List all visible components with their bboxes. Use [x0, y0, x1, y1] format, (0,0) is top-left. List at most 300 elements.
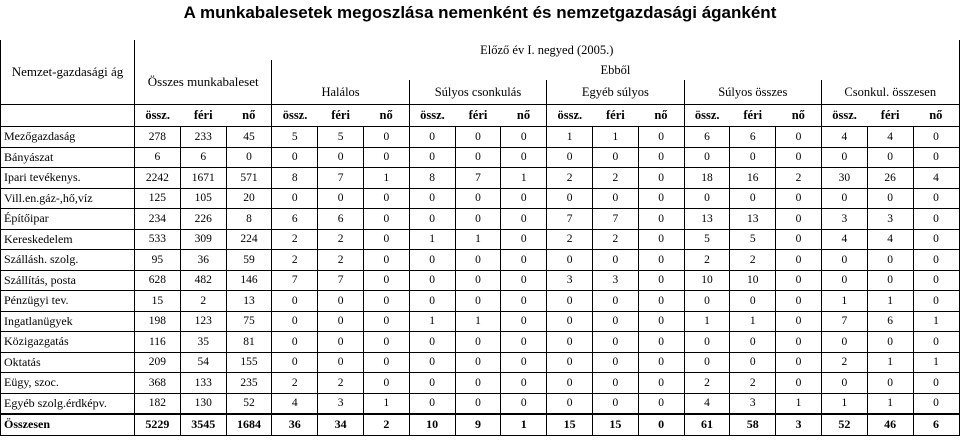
table-cell: 7	[455, 168, 501, 189]
table-cell: 46	[867, 414, 913, 435]
table-cell: 0	[776, 373, 822, 394]
table-cell: 0	[272, 188, 318, 209]
table-cell: 0	[638, 311, 684, 332]
table-row	[1, 270, 960, 291]
table-cell: 0	[501, 270, 547, 291]
table-cell: 5229	[135, 414, 181, 435]
table-cell: 1	[730, 311, 776, 332]
table-cell: 0	[318, 147, 364, 168]
table-row	[1, 332, 960, 353]
table-cell: 0	[684, 147, 730, 168]
table-cell: 59	[226, 250, 272, 271]
table-cell: 0	[638, 188, 684, 209]
table-cell: 0	[547, 393, 593, 414]
table-cell: 0	[547, 311, 593, 332]
table-cell: 13	[226, 291, 272, 312]
table-cell: 81	[226, 332, 272, 353]
table-cell: 61	[684, 414, 730, 435]
table-cell: 2	[318, 250, 364, 271]
table-cell: 3	[730, 393, 776, 414]
table-cell: 0	[363, 352, 409, 373]
table-cell: 0	[272, 311, 318, 332]
table-cell: 1	[867, 291, 913, 312]
table-cell: 6	[684, 127, 730, 148]
table-cell: 1	[363, 168, 409, 189]
table-cell: 0	[638, 270, 684, 291]
table-cell: 7	[318, 168, 364, 189]
table-cell: 0	[638, 229, 684, 250]
table-cell: 0	[592, 311, 638, 332]
table-cell: 0	[501, 352, 547, 373]
table-cell: 0	[318, 188, 364, 209]
table-cell: 0	[363, 250, 409, 271]
table-cell: 0	[913, 127, 959, 148]
table-cell: 0	[776, 209, 822, 230]
table-cell: 1	[547, 127, 593, 148]
table-cell: 0	[501, 373, 547, 394]
table-cell: 5	[730, 229, 776, 250]
table-cell: 0	[776, 352, 822, 373]
table-cell: 15	[547, 414, 593, 435]
table-row	[1, 209, 960, 230]
subcolumn-header: össz.	[547, 105, 593, 127]
table-cell: 52	[226, 393, 272, 414]
table-cell: 2	[272, 373, 318, 394]
table-cell: 0	[501, 147, 547, 168]
page-title: A munkabalesetek megoszlása nemenként és nemzetgazdasági áganként	[183, 3, 777, 22]
table-cell: 0	[272, 332, 318, 353]
table-cell: 1	[913, 311, 959, 332]
table-cell: 1	[501, 168, 547, 189]
table-cell: 0	[455, 393, 501, 414]
table-cell: 10	[409, 414, 455, 435]
group-header: Súlyos csonkulás	[409, 80, 546, 105]
table-body	[1, 127, 960, 436]
table-cell: 1684	[226, 414, 272, 435]
table-cell: 52	[821, 414, 867, 435]
table-cell: 0	[638, 332, 684, 353]
table-cell: 0	[272, 352, 318, 373]
subcolumn-header: féri	[318, 105, 364, 127]
table-cell: 0	[318, 291, 364, 312]
table-cell: 1	[821, 291, 867, 312]
table-cell: 0	[913, 250, 959, 271]
table-cell: 18	[684, 168, 730, 189]
table-cell: 34	[318, 414, 364, 435]
table-cell: 0	[638, 168, 684, 189]
table-cell: 309	[180, 229, 226, 250]
table-cell: 0	[547, 291, 593, 312]
table-row	[1, 291, 960, 312]
table-cell: 0	[821, 270, 867, 291]
table-cell: 0	[776, 188, 822, 209]
table-cell: 0	[363, 147, 409, 168]
table-row	[1, 373, 960, 394]
table-cell: 0	[501, 188, 547, 209]
accident-table	[0, 40, 960, 436]
subcolumn-header: nő	[363, 105, 409, 127]
table-cell: 35	[180, 332, 226, 353]
table-cell: 15	[135, 291, 181, 312]
subcolumn-header: össz.	[409, 105, 455, 127]
table-cell: 0	[592, 393, 638, 414]
table-cell: 0	[913, 188, 959, 209]
table-cell: 0	[501, 209, 547, 230]
subcolumn-header: féri	[730, 105, 776, 127]
table-cell: 0	[913, 393, 959, 414]
table-cell: 0	[867, 188, 913, 209]
table-cell: 0	[272, 147, 318, 168]
table-cell: 2	[821, 352, 867, 373]
table-cell: 0	[363, 291, 409, 312]
table-cell: 0	[776, 332, 822, 353]
subcolumn-header: nő	[226, 105, 272, 127]
table-cell: 0	[547, 373, 593, 394]
table-cell: 0	[501, 311, 547, 332]
total-label: Összesen	[1, 414, 135, 435]
table-cell: 1	[867, 352, 913, 373]
table-cell: 1	[455, 229, 501, 250]
table-cell: 10	[684, 270, 730, 291]
branch-label: Bányászat	[1, 147, 135, 168]
table-cell: 0	[913, 147, 959, 168]
branch-label: Pénzügyi tev.	[1, 291, 135, 312]
table-cell: 2	[592, 229, 638, 250]
branch-label: Mezőgazdaság	[1, 127, 135, 148]
table-cell: 0	[501, 393, 547, 414]
table-cell: 0	[867, 270, 913, 291]
table-cell: 233	[180, 127, 226, 148]
table-cell: 6	[913, 414, 959, 435]
table-cell: 0	[547, 188, 593, 209]
table-cell: 0	[547, 352, 593, 373]
table-cell: 0	[776, 291, 822, 312]
table-cell: 0	[730, 352, 776, 373]
group-header: Súlyos összes	[684, 80, 821, 105]
table-cell: 0	[501, 250, 547, 271]
table-cell: 1	[455, 311, 501, 332]
table-cell: 0	[318, 311, 364, 332]
table-cell: 0	[730, 147, 776, 168]
table-cell: 0	[592, 147, 638, 168]
table-cell: 0	[638, 291, 684, 312]
table-cell: 0	[455, 147, 501, 168]
table-cell: 95	[135, 250, 181, 271]
group-header: Halálos	[272, 80, 409, 105]
table-cell: 0	[547, 147, 593, 168]
table-cell: 0	[684, 352, 730, 373]
table-cell: 368	[135, 373, 181, 394]
table-cell: 2	[272, 229, 318, 250]
table-cell: 1	[592, 127, 638, 148]
table-cell: 36	[272, 414, 318, 435]
table-cell: 0	[272, 291, 318, 312]
table-cell: 2	[776, 168, 822, 189]
table-cell: 0	[592, 250, 638, 271]
table-cell: 5	[272, 127, 318, 148]
table-cell: 116	[135, 332, 181, 353]
table-row	[1, 311, 960, 332]
branch-label: Építőipar	[1, 209, 135, 230]
table-cell: 1	[409, 229, 455, 250]
table-cell: 4	[913, 168, 959, 189]
table-cell: 0	[363, 311, 409, 332]
table-cell: 4	[684, 393, 730, 414]
table-cell: 0	[455, 352, 501, 373]
subcolumn-header: nő	[638, 105, 684, 127]
table-cell: 3	[592, 270, 638, 291]
table-cell: 75	[226, 311, 272, 332]
table-cell: 58	[730, 414, 776, 435]
table-cell: 0	[776, 250, 822, 271]
table-cell: 0	[821, 373, 867, 394]
table-cell: 0	[409, 373, 455, 394]
table-cell: 26	[867, 168, 913, 189]
table-cell: 0	[913, 332, 959, 353]
table-cell: 54	[180, 352, 226, 373]
table-cell: 0	[455, 373, 501, 394]
table-cell: 0	[501, 229, 547, 250]
subcolumn-header: össz.	[684, 105, 730, 127]
table-cell: 7	[547, 209, 593, 230]
table-cell: 0	[409, 250, 455, 271]
table-cell: 0	[776, 127, 822, 148]
table-cell: 16	[730, 168, 776, 189]
table-cell: 1	[776, 393, 822, 414]
table-cell: 3	[318, 393, 364, 414]
table-cell: 0	[638, 373, 684, 394]
table-cell: 7	[821, 311, 867, 332]
table-cell: 0	[684, 332, 730, 353]
table-cell: 628	[135, 270, 181, 291]
table-cell: 0	[638, 352, 684, 373]
table-cell: 0	[821, 332, 867, 353]
table-cell: 0	[455, 270, 501, 291]
table-cell: 0	[867, 250, 913, 271]
table-cell: 182	[135, 393, 181, 414]
table-cell: 0	[409, 147, 455, 168]
table-cell: 36	[180, 250, 226, 271]
table-cell: 0	[592, 188, 638, 209]
table-cell: 146	[226, 270, 272, 291]
subcolumn-header: össz.	[821, 105, 867, 127]
table-cell: 0	[409, 270, 455, 291]
subcolumn-header: féri	[455, 105, 501, 127]
table-cell: 0	[363, 373, 409, 394]
table-cell: 2	[547, 229, 593, 250]
subcolumn-header: nő	[913, 105, 959, 127]
table-cell: 2	[547, 168, 593, 189]
table-row	[1, 188, 960, 209]
table-cell: 0	[867, 332, 913, 353]
table-cell: 0	[638, 414, 684, 435]
table-cell: 0	[363, 127, 409, 148]
table-row	[1, 352, 960, 373]
table-cell: 0	[913, 209, 959, 230]
table-cell: 5	[318, 127, 364, 148]
table-row	[1, 229, 960, 250]
table-cell: 0	[363, 270, 409, 291]
table-cell: 4	[821, 229, 867, 250]
table-cell: 0	[776, 229, 822, 250]
table-cell: 2	[318, 229, 364, 250]
subcolumn-header-row	[1, 105, 960, 127]
table-cell: 15	[592, 414, 638, 435]
table-cell: 2	[730, 373, 776, 394]
table-cell: 0	[592, 373, 638, 394]
table-cell: 0	[821, 147, 867, 168]
branch-label: Szállásh. szolg.	[1, 250, 135, 271]
table-cell: 0	[913, 229, 959, 250]
table-cell: 6	[730, 127, 776, 148]
table-cell: 9	[455, 414, 501, 435]
table-cell: 0	[226, 147, 272, 168]
table-cell: 0	[776, 270, 822, 291]
table-cell: 0	[318, 352, 364, 373]
table-cell: 209	[135, 352, 181, 373]
table-row	[1, 393, 960, 414]
table-row	[1, 127, 960, 148]
table-cell: 20	[226, 188, 272, 209]
table-cell: 0	[501, 127, 547, 148]
table-cell: 1671	[180, 168, 226, 189]
branch-label: Vill.en.gáz-,hő,víz	[1, 188, 135, 209]
table-cell: 0	[592, 352, 638, 373]
branch-header-label: Nemzet-gazdasági ág	[11, 64, 124, 79]
branch-label: Egyéb szolg.érdképv.	[1, 393, 135, 414]
table-cell: 13	[684, 209, 730, 230]
subcolumn-header: össz.	[272, 105, 318, 127]
table-cell: 0	[730, 291, 776, 312]
table-cell: 0	[455, 250, 501, 271]
table-cell: 4	[821, 127, 867, 148]
table-cell: 45	[226, 127, 272, 148]
table-cell: 8	[272, 168, 318, 189]
table-cell: 0	[776, 147, 822, 168]
table-cell: 6	[272, 209, 318, 230]
table-cell: 0	[638, 147, 684, 168]
table-header	[1, 40, 960, 127]
table-cell: 7	[318, 270, 364, 291]
branch-header	[1, 40, 135, 105]
table-cell: 6	[180, 147, 226, 168]
table-cell: 6	[867, 311, 913, 332]
table-cell: 2242	[135, 168, 181, 189]
table-cell: 7	[272, 270, 318, 291]
table-cell: 234	[135, 209, 181, 230]
table-cell: 8	[226, 209, 272, 230]
table-cell: 2	[592, 168, 638, 189]
table-cell: 0	[592, 332, 638, 353]
subcolumn-header: féri	[867, 105, 913, 127]
table-row	[1, 147, 960, 168]
table-cell: 0	[409, 393, 455, 414]
table-cell: 5	[684, 229, 730, 250]
table-cell: 125	[135, 188, 181, 209]
table-cell: 4	[867, 229, 913, 250]
table-cell: 10	[730, 270, 776, 291]
table-cell: 0	[501, 291, 547, 312]
table-cell: 3	[821, 209, 867, 230]
table-cell: 7	[592, 209, 638, 230]
table-cell: 198	[135, 311, 181, 332]
subcolumn-header: nő	[501, 105, 547, 127]
table-cell: 0	[638, 209, 684, 230]
group-header: Csonkul. összesen	[821, 80, 959, 105]
table-cell: 0	[363, 188, 409, 209]
table-cell: 0	[455, 209, 501, 230]
table-cell: 0	[455, 188, 501, 209]
table-cell: 571	[226, 168, 272, 189]
branch-label: Kereskedelem	[1, 229, 135, 250]
table-cell: 0	[821, 188, 867, 209]
period-header: Előző év I. negyed (2005.)	[135, 40, 960, 60]
table-cell: 0	[363, 209, 409, 230]
table-cell: 0	[821, 250, 867, 271]
table-cell: 0	[409, 127, 455, 148]
table-cell: 235	[226, 373, 272, 394]
table-cell: 0	[409, 291, 455, 312]
table-cell: 1	[501, 414, 547, 435]
table-cell: 0	[409, 188, 455, 209]
subcolumn-header: össz.	[135, 105, 181, 127]
table-cell: 1	[913, 352, 959, 373]
table-cell: 0	[638, 393, 684, 414]
total-row	[1, 414, 960, 435]
table-cell: 1	[363, 393, 409, 414]
table-cell: 0	[730, 188, 776, 209]
table-cell: 130	[180, 393, 226, 414]
table-cell: 6	[318, 209, 364, 230]
table-cell: 123	[180, 311, 226, 332]
table-cell: 0	[913, 373, 959, 394]
total-accidents-header: Összes munkabaleset	[135, 60, 272, 105]
table-cell: 0	[455, 127, 501, 148]
table-cell: 0	[592, 291, 638, 312]
table-cell: 1	[821, 393, 867, 414]
table-cell: 13	[730, 209, 776, 230]
branch-label: Közigazgatás	[1, 332, 135, 353]
table-cell: 533	[135, 229, 181, 250]
table-cell: 3	[776, 414, 822, 435]
table-cell: 0	[730, 332, 776, 353]
table-cell: 278	[135, 127, 181, 148]
table-cell: 133	[180, 373, 226, 394]
table-cell: 2	[318, 373, 364, 394]
branch-label: Szállítás, posta	[1, 270, 135, 291]
subcolumn-header: féri	[180, 105, 226, 127]
table-cell: 8	[409, 168, 455, 189]
table-cell: 105	[180, 188, 226, 209]
table-cell: 155	[226, 352, 272, 373]
table-cell: 0	[547, 250, 593, 271]
table-cell: 1	[867, 393, 913, 414]
table-cell: 2	[272, 250, 318, 271]
table-cell: 0	[684, 188, 730, 209]
table-cell: 0	[455, 332, 501, 353]
subcolumn-blank	[1, 105, 135, 127]
table-cell: 4	[867, 127, 913, 148]
table-cell: 0	[776, 311, 822, 332]
table-cell: 0	[409, 332, 455, 353]
table-cell: 0	[409, 209, 455, 230]
table-cell: 0	[363, 229, 409, 250]
of-which-header: Ebből	[272, 60, 959, 80]
branch-label: Ipari tevékenys.	[1, 168, 135, 189]
table-cell: 226	[180, 209, 226, 230]
table-cell: 4	[272, 393, 318, 414]
table-cell: 0	[547, 332, 593, 353]
